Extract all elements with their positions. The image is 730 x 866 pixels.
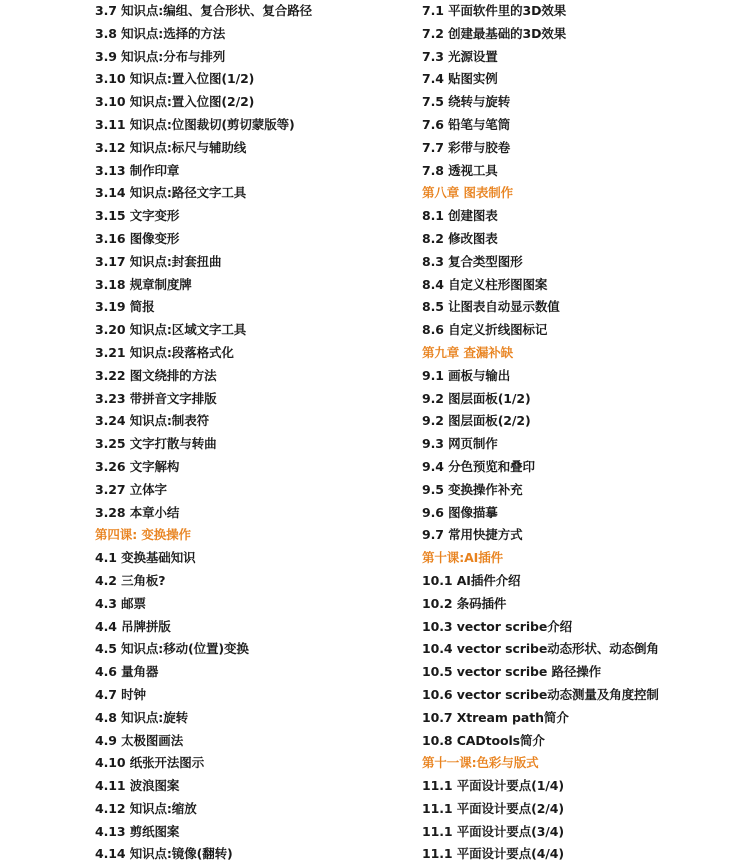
lesson-item: 9.4 分色预览和叠印 xyxy=(422,458,535,474)
lesson-item: 9.7 常用快捷方式 xyxy=(422,527,523,543)
lesson-item: 3.23 带拼音文字排版 xyxy=(95,390,217,406)
lesson-item: 8.4 自定义柱形图图案 xyxy=(422,276,548,292)
lesson-item: 3.11 知识点:位图裁切(剪切蒙版等) xyxy=(95,116,295,132)
lesson-item: 10.4 vector scribe动态形状、动态倒角 xyxy=(422,641,659,657)
lesson-item: 11.1 平面设计要点(3/4) xyxy=(422,823,564,839)
lesson-item: 9.2 图层面板(2/2) xyxy=(422,413,531,429)
lesson-item: 9.2 图层面板(1/2) xyxy=(422,390,531,406)
lesson-item: 3.14 知识点:路径文字工具 xyxy=(95,185,247,201)
lesson-item: 4.1 变换基础知识 xyxy=(95,550,196,566)
lesson-item: 10.6 vector scribe动态测量及角度控制 xyxy=(422,686,659,702)
lesson-item: 3.17 知识点:封套扭曲 xyxy=(95,253,222,269)
lesson-item: 10.1 AI插件介绍 xyxy=(422,572,521,588)
lesson-item: 10.8 CADtools简介 xyxy=(422,732,545,748)
lesson-item: 3.19 简报 xyxy=(95,299,155,315)
lesson-item: 8.3 复合类型图形 xyxy=(422,253,523,269)
lesson-item: 4.8 知识点:旋转 xyxy=(95,709,188,725)
lesson-item: 4.3 邮票 xyxy=(95,595,146,611)
lesson-item: 3.21 知识点:段落格式化 xyxy=(95,344,234,360)
lesson-item: 3.27 立体字 xyxy=(95,481,167,497)
lesson-item: 7.7 彩带与胶卷 xyxy=(422,139,511,155)
lesson-item: 9.5 变换操作补充 xyxy=(422,481,523,497)
lesson-item: 10.3 vector scribe介绍 xyxy=(422,618,573,634)
lesson-item: 7.1 平面软件里的3D效果 xyxy=(422,3,567,18)
left-column xyxy=(95,0,415,866)
lesson-item: 7.5 绕转与旋转 xyxy=(422,94,511,110)
lesson-item: 3.13 制作印章 xyxy=(95,162,180,178)
lesson-item: 3.12 知识点:标尺与辅助线 xyxy=(95,139,247,155)
chapter-heading: 第十课:AI插件 xyxy=(422,550,504,566)
lesson-item: 11.1 平面设计要点(1/4) xyxy=(422,778,564,794)
lesson-item: 4.7 时钟 xyxy=(95,686,146,702)
chapter-heading: 第十一课:色彩与版式 xyxy=(422,755,539,771)
lesson-item: 3.25 文字打散与转曲 xyxy=(95,436,217,452)
lesson-item: 7.6 铅笔与笔筒 xyxy=(422,116,511,132)
lesson-item: 9.3 网页制作 xyxy=(422,436,498,452)
lesson-item: 11.1 平面设计要点(2/4) xyxy=(422,800,564,816)
chapter-heading: 第四课: 变换操作 xyxy=(95,527,191,543)
lesson-item: 8.6 自定义折线图标记 xyxy=(422,322,548,338)
lesson-item: 3.10 知识点:置入位图(2/2) xyxy=(95,94,255,110)
lesson-item: 3.16 图像变形 xyxy=(95,230,180,246)
lesson-item: 4.14 知识点:镜像(翻转) xyxy=(95,846,233,862)
lesson-item: 3.9 知识点:分布与排列 xyxy=(95,48,226,64)
lesson-item: 9.6 图像描摹 xyxy=(422,504,498,520)
lesson-item: 3.7 知识点:编组、复合形状、复合路径 xyxy=(95,3,312,18)
lesson-item: 7.8 透视工具 xyxy=(422,162,498,178)
lesson-item: 10.5 vector scribe 路径操作 xyxy=(422,664,602,680)
lesson-item: 11.1 平面设计要点(4/4) xyxy=(422,846,564,862)
lesson-item: 8.2 修改图表 xyxy=(422,230,498,246)
lesson-item: 3.18 规章制度牌 xyxy=(95,276,192,292)
lesson-item: 3.20 知识点:区域文字工具 xyxy=(95,322,247,338)
lesson-item: 3.15 文字变形 xyxy=(95,208,180,224)
lesson-item: 3.28 本章小结 xyxy=(95,504,180,520)
chapter-heading: 第八章 图表制作 xyxy=(422,185,514,201)
lesson-item: 4.11 波浪图案 xyxy=(95,778,180,794)
lesson-item: 8.5 让图表自动显示数值 xyxy=(422,299,560,315)
lesson-item: 4.9 太极图画法 xyxy=(95,732,184,748)
lesson-item: 4.5 知识点:移动(位置)变换 xyxy=(95,641,249,657)
lesson-item: 8.1 创建图表 xyxy=(422,208,498,224)
lesson-item: 7.4 贴图实例 xyxy=(422,71,498,87)
lesson-item: 4.6 量角器 xyxy=(95,664,159,680)
lesson-item: 4.2 三角板? xyxy=(95,572,166,588)
lesson-item: 9.1 画板与输出 xyxy=(422,367,511,383)
lesson-item: 3.8 知识点:选择的方法 xyxy=(95,25,226,41)
lesson-item: 10.7 Xtream path简介 xyxy=(422,709,569,725)
lesson-item: 3.22 图文绕排的方法 xyxy=(95,367,217,383)
lesson-item: 3.24 知识点:制表符 xyxy=(95,413,209,429)
lesson-item: 4.12 知识点:缩放 xyxy=(95,800,197,816)
lesson-item: 4.10 纸张开法图示 xyxy=(95,755,205,771)
lesson-item: 3.10 知识点:置入位图(1/2) xyxy=(95,71,255,87)
lesson-item: 4.4 吊牌拼版 xyxy=(95,618,171,634)
lesson-item: 4.13 剪纸图案 xyxy=(95,823,180,839)
right-column xyxy=(422,0,722,866)
lesson-item: 3.26 文字解构 xyxy=(95,458,180,474)
lesson-item: 7.3 光源设置 xyxy=(422,48,498,64)
lesson-item: 10.2 条码插件 xyxy=(422,595,507,611)
lesson-item: 7.2 创建最基础的3D效果 xyxy=(422,25,567,41)
chapter-heading: 第九章 查漏补缺 xyxy=(422,344,514,360)
